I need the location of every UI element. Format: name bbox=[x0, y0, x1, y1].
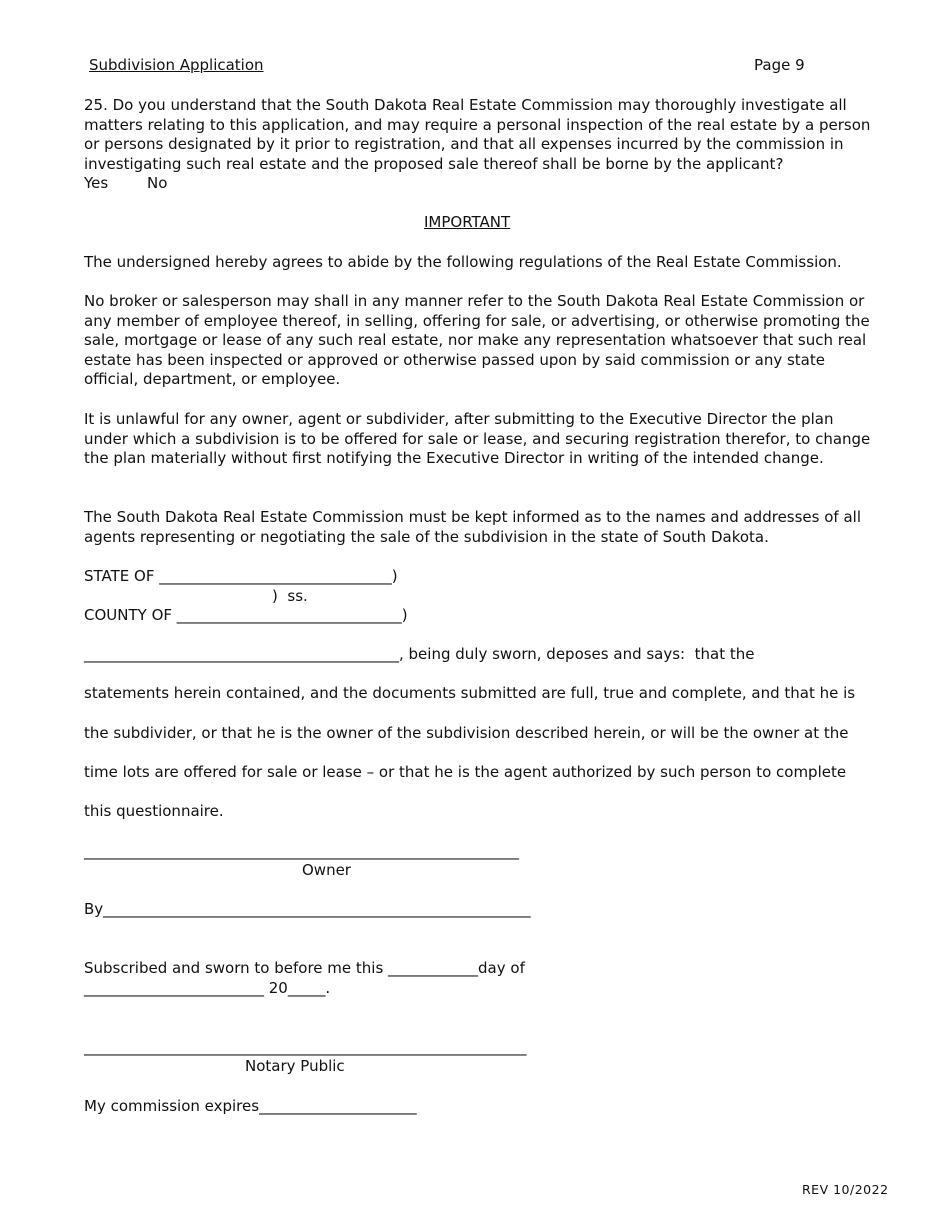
owner-label: Owner bbox=[302, 861, 351, 879]
oath-line-1: __________________________________________, being duly sworn, deposes and says: that the bbox=[84, 645, 755, 663]
notary-public-label: Notary Public bbox=[245, 1057, 345, 1075]
revision-label: REV 10/2022 bbox=[802, 1182, 889, 1197]
important-heading: IMPORTANT bbox=[424, 213, 511, 231]
county-of-line: COUNTY OF ______________________________) bbox=[84, 606, 408, 624]
question-25-text: 25. Do you understand that the South Dakota Real Estate Commission may thoroughly investigate all matters relating to this application, and may require a personal inspection of the real estate by a person or persons designated by it prior to registration, and that all expenses incurred by the commission in investigating such real estate and the proposed sale thereof shall be borne by the applicant? bbox=[84, 96, 871, 173]
by-signature-line: By_________________________________________________________ bbox=[84, 900, 531, 918]
regulation-paragraph-3: The South Dakota Real Estate Commission must be kept informed as to the names and addresses of all agents representing or negotiating the sale of the subdivision in the state of South Dakota. bbox=[84, 508, 861, 546]
important-intro: The undersigned hereby agrees to abide by the following regulations of the Real Estate Commission. bbox=[84, 253, 842, 271]
oath-line-3: the subdivider, or that he is the owner of the subdivision described herein, or will be the owner at the bbox=[84, 724, 849, 742]
notary-signature-line: ___________________________________________________________ bbox=[84, 1038, 527, 1056]
owner-signature-line: __________________________________________________________ bbox=[84, 842, 519, 860]
oath-line-4: time lots are offered for sale or lease – or that he is the agent authorized by such person to complete bbox=[84, 763, 847, 781]
regulation-paragraph-2: It is unlawful for any owner, agent or subdivider, after submitting to the Executive Director the plan under which a subdivision is to be offered for sale or lease, and securing registration therefor, to change the plan materially without first notifying the Executive Director in writing of the intended change. bbox=[84, 410, 871, 468]
ss-mark: ) ss. bbox=[272, 587, 308, 605]
oath-line-5: this questionnaire. bbox=[84, 802, 224, 820]
commission-expires-line: My commission expires_____________________ bbox=[84, 1097, 417, 1115]
state-of-line: STATE OF _______________________________) bbox=[84, 567, 398, 585]
page-number: Page 9 bbox=[754, 56, 805, 74]
date-line: ________________________ 20_____. bbox=[84, 979, 331, 997]
oath-line-2: statements herein contained, and the documents submitted are full, true and complete, and that he is bbox=[84, 684, 856, 702]
answer-yes: Yes bbox=[84, 174, 109, 192]
document-title: Subdivision Application bbox=[89, 56, 264, 74]
regulation-paragraph-1: No broker or salesperson may shall in any manner refer to the South Dakota Real Estate Commission or any member of employee thereof, in selling, offering for sale, or advertising, or otherwise promoting the sale, mortgage or lease of any such real estate, nor make any representation whatsoever that such real estate has been inspected or approved or otherwise passed upon by said commission or any state official, department, or employee. bbox=[84, 292, 870, 389]
answer-no: No bbox=[147, 174, 168, 192]
subscribed-sworn-line: Subscribed and sworn to before me this ____________day of bbox=[84, 959, 525, 977]
